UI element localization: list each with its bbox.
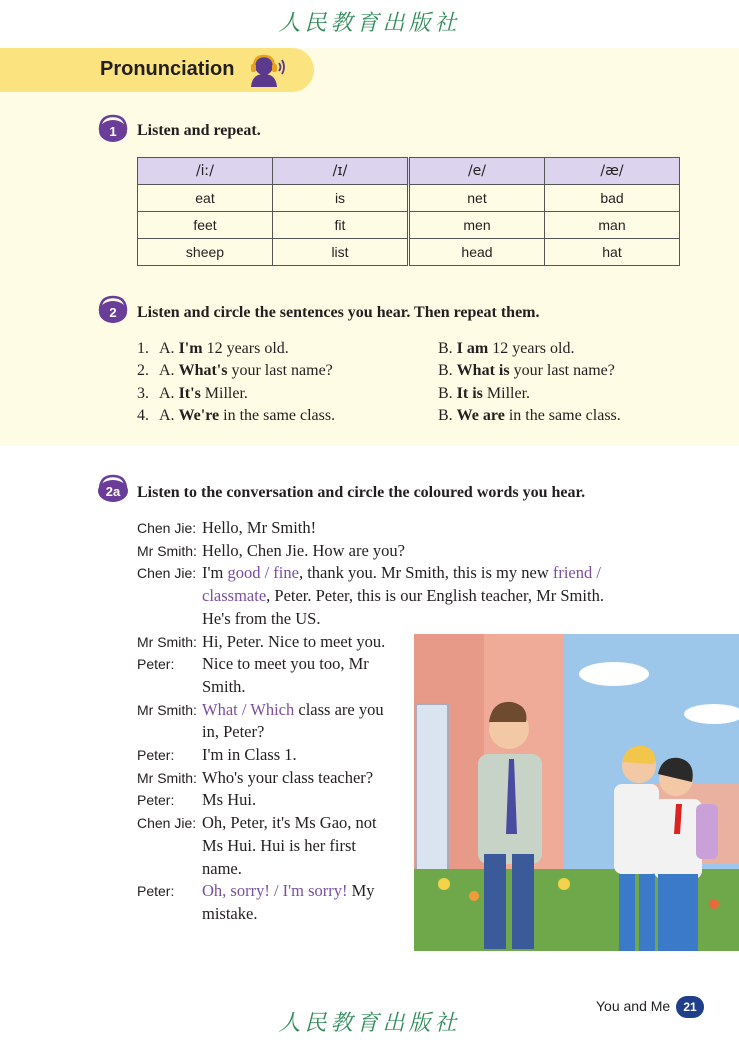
- speaker-label: Mr Smith:: [137, 633, 197, 650]
- word-choice[interactable]: Oh, sorry! / I'm sorry!: [202, 881, 348, 901]
- text-segment: I'm: [202, 563, 228, 583]
- speaker-label: Chen Jie:: [137, 815, 197, 832]
- option-a-label: A.: [159, 362, 175, 379]
- speaker-label: Mr Smith:: [137, 542, 197, 559]
- sentence-rest: your last name?: [227, 362, 333, 379]
- option-b-sentence[interactable]: [438, 407, 621, 425]
- table-cell: list: [273, 239, 409, 266]
- table-cell: men: [409, 212, 545, 239]
- conversation-illustration: [414, 634, 739, 951]
- publisher-logo-bottom: 人民教育出版社: [278, 1011, 461, 1036]
- table-cell: hat: [545, 239, 680, 266]
- utterance: [202, 744, 297, 767]
- table-cell: man: [545, 212, 680, 239]
- speaker-label: Chen Jie:: [137, 565, 197, 582]
- sentence-rest: your last name?: [509, 362, 615, 379]
- option-a-sentence[interactable]: [159, 340, 289, 358]
- speaker-label: Peter:: [137, 792, 175, 809]
- sentence-rest: 12 years old.: [202, 340, 289, 357]
- unit-title: You and Me: [596, 998, 671, 1014]
- text-segment: Hi, Peter. Nice to meet you.: [202, 631, 386, 651]
- option-a-label: A.: [159, 407, 175, 424]
- text-segment: Who's your class teacher?: [202, 767, 374, 787]
- text-segment: My: [347, 881, 375, 901]
- table-cell: sheep: [138, 239, 273, 266]
- bold-phrase: What's: [178, 362, 228, 379]
- text-segment: Smith.: [202, 676, 246, 696]
- text-segment: , thank you. Mr Smith, this is my new: [298, 563, 553, 583]
- speaker-label: Mr Smith:: [137, 701, 197, 718]
- sentence-rest: in the same class.: [219, 407, 336, 424]
- bold-phrase: We are: [456, 407, 505, 424]
- item-number: 4.: [137, 407, 149, 424]
- headset-icon: [248, 54, 288, 88]
- text-segment: Hello, Mr Smith!: [202, 518, 317, 537]
- bold-phrase: We're: [178, 407, 220, 424]
- text-segment: I'm in Class 1.: [202, 745, 297, 764]
- bold-phrase: I am: [456, 340, 489, 357]
- utterance: [202, 517, 316, 540]
- text-segment: , Peter. Peter, this is our English teacher, Mr Smith.: [266, 586, 604, 606]
- text-segment: Nice to meet you too, Mr: [202, 654, 369, 674]
- sentence-rest: Miller.: [200, 385, 248, 402]
- table-cell: is: [273, 185, 409, 212]
- word-choice[interactable]: good / fine: [227, 563, 299, 583]
- exercise-2-instruction: Listen and circle the sentences you hear. Then repeat them.: [137, 304, 540, 321]
- exercise-1-instruction: Listen and repeat.: [137, 122, 261, 139]
- option-a-sentence[interactable]: [159, 385, 248, 403]
- table-cell: eat: [138, 185, 273, 212]
- option-a-label: A.: [159, 385, 175, 402]
- table-cell: net: [409, 185, 545, 212]
- text-segment: Oh, Peter, it's Ms Gao, not: [202, 813, 377, 833]
- word-choice[interactable]: friend /: [552, 563, 601, 583]
- text-segment: Ms Hui. Hui is her first: [202, 835, 356, 855]
- table-header-cell: /iː/: [138, 158, 273, 185]
- bold-phrase: I'm: [178, 340, 203, 357]
- section-title: Pronunciation: [100, 58, 235, 80]
- item-number: 1.: [137, 340, 149, 357]
- speaker-label: Peter:: [137, 747, 175, 763]
- option-b-label: B.: [438, 362, 453, 379]
- utterance: [202, 562, 604, 630]
- text-segment: Ms Hui.: [202, 790, 257, 810]
- utterance: [202, 540, 405, 563]
- speaker-label: Peter:: [137, 883, 175, 900]
- table-row: [138, 212, 680, 239]
- exercise-2a-instruction: Listen to the conversation and circle the coloured words you hear.: [137, 484, 586, 501]
- table-header-cell: /ɪ/: [273, 158, 409, 185]
- page-number: 21: [676, 996, 704, 1018]
- phoneme-table: [137, 157, 680, 266]
- option-a-label: A.: [159, 340, 175, 357]
- text-segment: mistake.: [202, 903, 258, 923]
- word-choice[interactable]: classmate: [202, 586, 267, 606]
- sentence-rest: 12 years old.: [488, 340, 575, 357]
- speaker-label: Mr Smith:: [137, 769, 197, 786]
- utterance: [202, 880, 375, 925]
- table-cell: bad: [545, 185, 680, 212]
- bold-phrase: It's: [178, 385, 201, 402]
- table-row: [138, 185, 680, 212]
- table-cell: fit: [273, 212, 409, 239]
- item-number: 3.: [137, 385, 149, 402]
- utterance: [202, 653, 369, 698]
- utterance: [202, 631, 385, 654]
- text-segment: in, Peter?: [202, 722, 265, 742]
- utterance: [202, 812, 377, 880]
- option-b-label: B.: [438, 340, 453, 357]
- sentence-rest: in the same class.: [504, 407, 621, 424]
- text-segment: Hello, Chen Jie. How are you?: [202, 540, 405, 560]
- exercise-1-number: 1: [109, 124, 117, 139]
- text-segment: class are you: [294, 699, 384, 719]
- item-number: 2.: [137, 362, 149, 379]
- table-cell: head: [409, 239, 545, 266]
- bold-phrase: What is: [456, 362, 510, 379]
- utterance: [202, 767, 373, 790]
- publisher-logo-top: 人民教育出版社: [278, 11, 461, 36]
- exercise-2a-number: 2a: [105, 484, 121, 499]
- table-header-row: [138, 158, 680, 185]
- option-b-sentence[interactable]: [438, 385, 530, 403]
- utterance: [202, 789, 256, 812]
- option-a-sentence[interactable]: [159, 407, 335, 425]
- exercise-1-badge: [96, 114, 130, 144]
- option-a-sentence[interactable]: [159, 362, 333, 380]
- word-choice[interactable]: What / Which: [202, 699, 295, 719]
- option-b-label: B.: [438, 385, 453, 402]
- exercise-2-badge: [96, 295, 130, 325]
- speaker-label: Peter:: [137, 656, 175, 673]
- option-b-sentence[interactable]: [438, 362, 615, 380]
- text-segment: He's from the US.: [202, 608, 321, 628]
- exercise-2a-badge: [96, 474, 130, 504]
- option-b-label: B.: [438, 407, 453, 424]
- table-row: [138, 239, 680, 266]
- speaker-label: Chen Jie:: [137, 520, 197, 536]
- table-cell: feet: [138, 212, 273, 239]
- table-header-cell: /e/: [409, 158, 545, 185]
- table-header-cell: /æ/: [545, 158, 680, 185]
- option-b-sentence[interactable]: [438, 340, 574, 358]
- exercise-2-number: 2: [109, 305, 117, 320]
- bold-phrase: It is: [456, 385, 483, 402]
- utterance: [202, 699, 384, 744]
- text-segment: name.: [202, 858, 242, 878]
- sentence-rest: Miller.: [482, 385, 531, 402]
